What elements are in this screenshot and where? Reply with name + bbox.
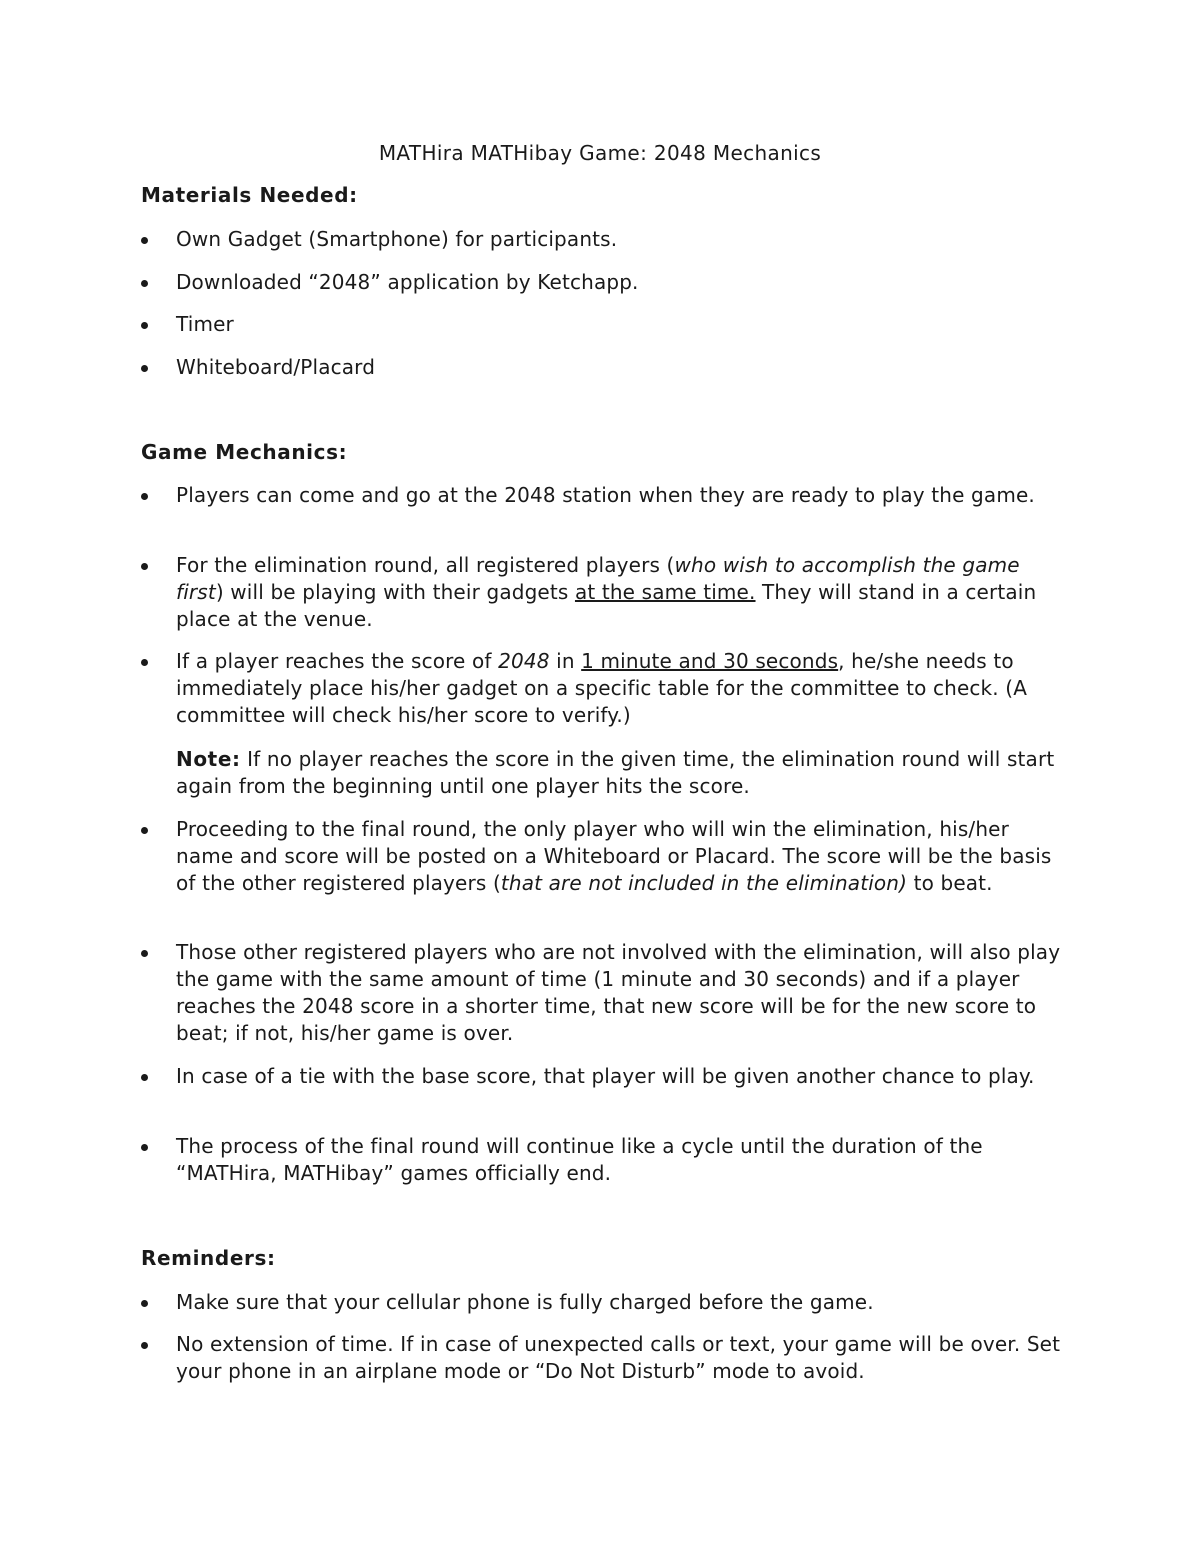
- list-item: Players can come and go at the 2048 station when they are ready to play the game.: [141, 482, 1061, 509]
- list-item: Timer: [141, 311, 1061, 338]
- reminders-heading: Reminders:: [141, 1246, 276, 1270]
- list-item: Whiteboard/Placard: [141, 354, 1061, 381]
- list-item: Make sure that your cellular phone is fully charged before the game.: [141, 1289, 1061, 1316]
- list-item: Downloaded “2048” application by Ketchapp.: [141, 269, 1061, 296]
- bullet-icon: [141, 827, 148, 834]
- note-text: If no player reaches the score in the given time, the elimination round will start again from the beginning until one player hits the score.: [176, 747, 1055, 798]
- bullet-icon: [141, 659, 148, 666]
- bullet-icon: [141, 493, 148, 500]
- note-paragraph: [176, 746, 1061, 800]
- document-title: MATHira MATHibay Game: 2048 Mechanics: [378, 141, 822, 165]
- bullet-icon: [141, 365, 148, 372]
- list-item-text: For the elimination round, all registered players (who wish to accomplish the game first) will be playing with their gadgets at the same time. They will stand in a certain place at the venue.: [176, 553, 1037, 631]
- bullet-icon: [141, 950, 148, 957]
- materials-heading: Materials Needed:: [141, 183, 358, 207]
- bullet-icon: [141, 237, 148, 244]
- list-item: Those other registered players who are not involved with the elimination, will also play the game with the same amount of time (1 minute and 30 seconds) and if a player reaches the 2048 score in a shorter time, that new score will be for the new score to beat; if not, his/her game is over.: [141, 939, 1061, 1047]
- list-item-text: Proceeding to the final round, the only player who will win the elimination, his/her name and score will be posted on a Whiteboard or Placard. The score will be the basis of the other registered players (that are not included in the elimination) to beat.: [176, 817, 1052, 895]
- bullet-icon: [141, 1342, 148, 1349]
- list-item: [141, 816, 1061, 897]
- list-item: [141, 552, 1061, 633]
- bullet-icon: [141, 1144, 148, 1151]
- note-label: Note:: [176, 747, 241, 771]
- list-item: [141, 648, 1061, 729]
- mechanics-heading: Game Mechanics:: [141, 440, 348, 464]
- bullet-icon: [141, 1300, 148, 1307]
- list-item: The process of the final round will continue like a cycle until the duration of the “MATHira, MATHibay” games officially end.: [141, 1133, 1061, 1187]
- list-item: No extension of time. If in case of unexpected calls or text, your game will be over. Set your phone in an airplane mode or “Do Not Disturb” mode to avoid.: [141, 1331, 1061, 1385]
- bullet-icon: [141, 563, 148, 570]
- list-item: In case of a tie with the base score, that player will be given another chance to play.: [141, 1063, 1061, 1090]
- bullet-icon: [141, 280, 148, 287]
- list-item-text: If a player reaches the score of 2048 in 1 minute and 30 seconds, he/she needs to immediately place his/her gadget on a specific table for the committee to check. (A committee will check his/her score to verify.): [176, 649, 1028, 727]
- list-item: Own Gadget (Smartphone) for participants.: [141, 226, 1061, 253]
- bullet-icon: [141, 322, 148, 329]
- bullet-icon: [141, 1074, 148, 1081]
